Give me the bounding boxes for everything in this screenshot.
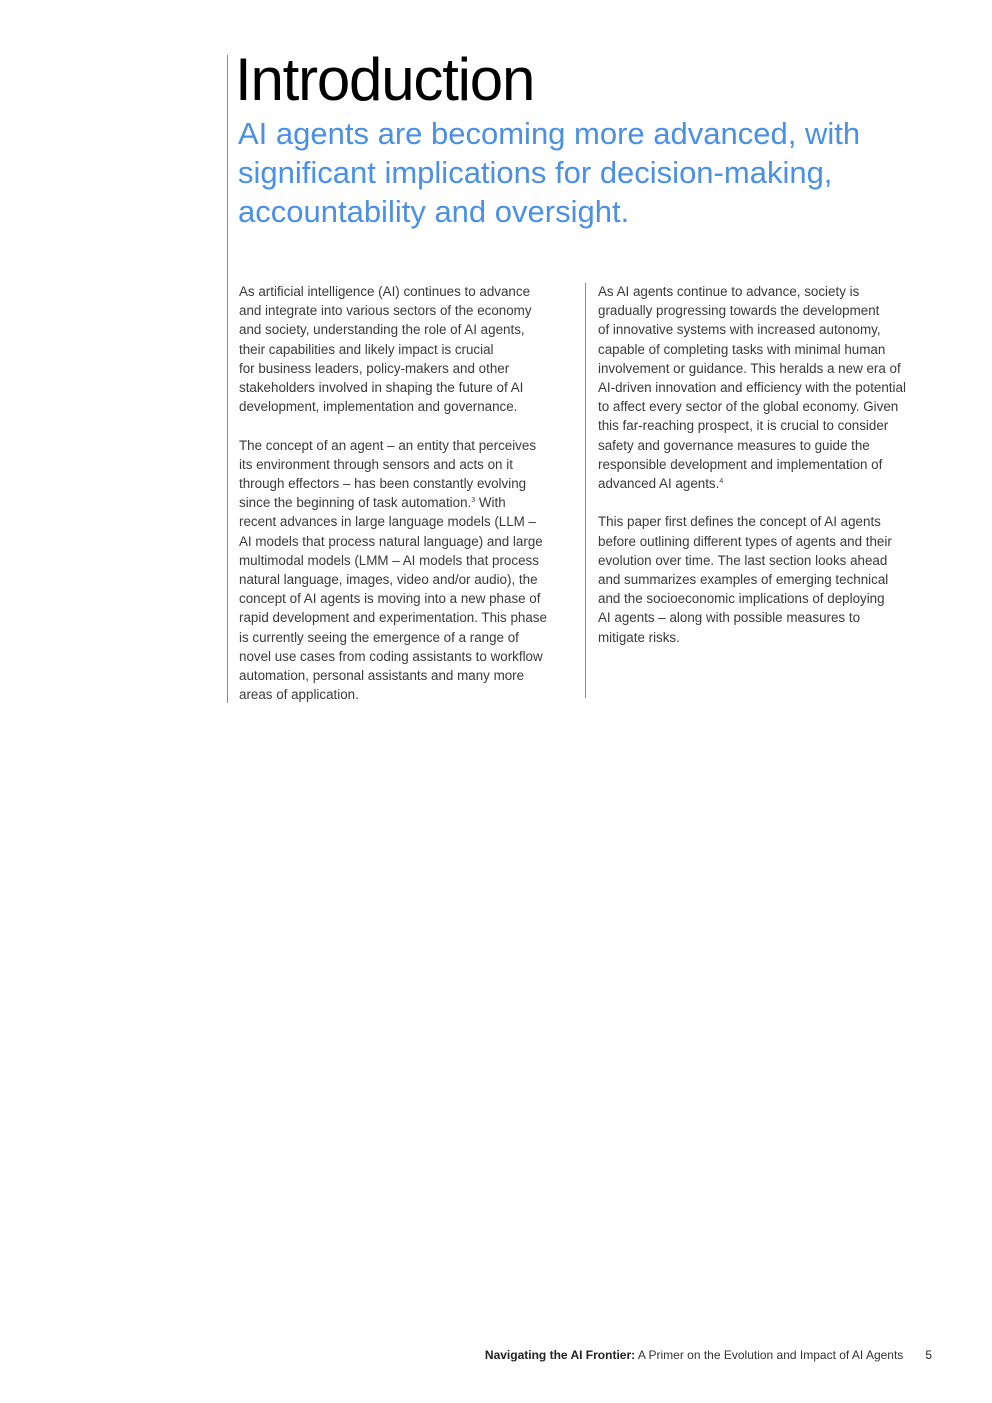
text-line: and summarizes examples of emerging technical [598,572,889,588]
footnote-reference[interactable]: 3 [471,497,476,505]
text-line: This paper first defines the concept of AI agents [598,514,881,530]
left-paragraph-2 [239,436,579,705]
text-line: of innovative systems with increased autonomy, [598,322,881,338]
text-line: areas of application. [239,687,359,703]
right-paragraph-2 [598,512,938,646]
text-line: evolution over time. The last section looks ahead [598,552,888,568]
text-line: multimodal models (LMM – AI models that process [239,552,539,568]
text-line: responsible development and implementation of [598,456,883,472]
text-line: novel use cases from coding assistants to workflow [239,648,543,664]
text-line: and society, understanding the role of AI agents, [239,322,525,338]
footer-document-title: Navigating the AI Frontier: [484,1348,636,1362]
text-line: gradually progressing towards the development [598,303,880,319]
text-line: concept of AI agents is moving into a new phase of [239,591,541,607]
text-line: natural language, images, video and/or audio), the [239,572,538,588]
text-line: before outlining different types of agents and their [598,533,892,549]
text-line: automation, personal assistants and many more [239,668,525,684]
text-line: development, implementation and governance. [239,399,518,415]
left-text-column [239,282,579,724]
text-line: The concept of an agent – an entity that perceives [239,437,537,453]
right-text-column [598,282,938,666]
text-line: and integrate into various sectors of the economy [239,303,532,319]
text-fragment: since the beginning of task automation. [239,495,472,511]
page-number: 5 [925,1348,932,1362]
right-paragraph-1 [598,282,938,493]
text-line: safety and governance measures to guide the [598,437,870,453]
page-footer [485,1347,932,1363]
page-subtitle: AI agents are becoming more advanced, with significant implications for decision-making, accountability and oversight. [238,116,861,229]
text-fragment: advanced AI agents. [598,476,720,492]
footnote-reference[interactable]: 4 [719,478,724,486]
section-divider-rule [227,55,228,703]
page-title: Introduction [235,46,535,113]
text-line: its environment through sensors and acts on it [239,456,513,472]
text-line: for business leaders, policy-makers and other [239,360,510,376]
column-divider-rule [585,283,586,698]
left-paragraph-1 [239,282,579,416]
text-line: stakeholders involved in shaping the future of AI [239,380,524,396]
text-line: through effectors – has been constantly evolving [239,476,527,492]
text-line: mitigate risks. [598,629,680,645]
text-line: and the socioeconomic implications of deploying [598,591,885,607]
text-line: their capabilities and likely impact is crucial [239,341,494,357]
text-line: is currently seeing the emergence of a range of [239,629,519,645]
text-line: involvement or guidance. This heralds a new era of [598,360,901,376]
text-line: As artificial intelligence (AI) continues to advance [239,284,531,299]
text-line: AI models that process natural language) and large [239,533,543,549]
text-fragment: With [475,495,506,511]
text-line [239,493,579,512]
text-line: AI-driven innovation and efficiency with the potential [598,380,906,396]
text-line: AI agents – along with possible measures to [598,610,861,626]
text-line: to affect every sector of the global economy. Given [598,399,899,415]
text-line: As AI agents continue to advance, society is [598,284,860,299]
text-line [598,474,938,493]
text-line: recent advances in large language models (LLM – [239,514,537,530]
text-line: this far-reaching prospect, it is crucial to consider [598,418,889,434]
text-line: capable of completing tasks with minimal human [598,341,886,357]
text-line: rapid development and experimentation. This phase [239,610,547,626]
footer-document-subtitle: A Primer on the Evolution and Impact of AI Agents [635,1348,904,1362]
